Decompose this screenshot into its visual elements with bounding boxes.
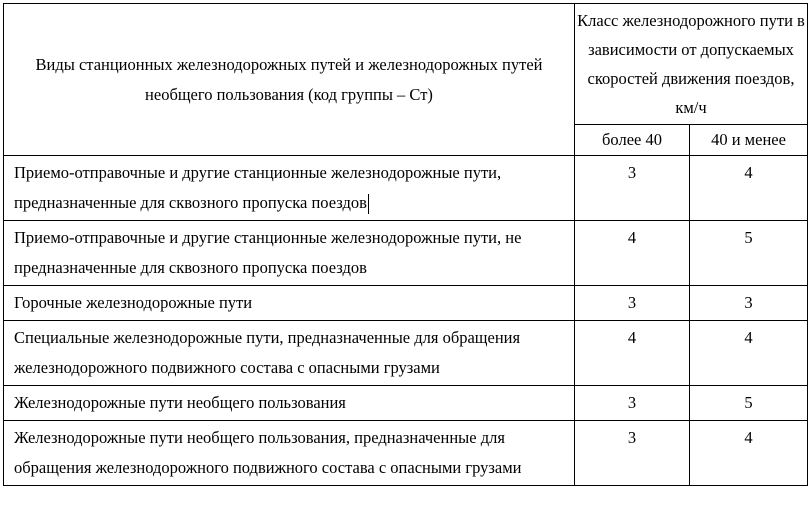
class-high-cell: 3 [575,386,690,421]
table-header-row [4,4,808,125]
table-row [4,386,808,421]
class-high-cell: 4 [575,321,690,386]
track-type-cell: Приемо-отправочные и другие станционные железнодорожные пути, не предназначенные для сквозного пропуска поездов [4,221,575,286]
class-low-cell: 5 [690,221,808,286]
class-high-cell: 3 [575,286,690,321]
class-low-cell: 4 [690,156,808,221]
class-low-cell: 4 [690,321,808,386]
track-type-text: Приемо-отправочные и другие станционные железнодорожные пути, предназначенные для сквозного пропуска поездов [14,163,502,212]
class-low-cell: 4 [690,421,808,486]
track-type-cell: Специальные железнодорожные пути, предназначенные для обращения железнодорожного подвижного состава с опасными грузами [4,321,575,386]
table-row [4,421,808,486]
class-high-cell: 3 [575,421,690,486]
table-row [4,321,808,386]
track-type-cell: Горочные железнодорожные пути [4,286,575,321]
track-type-header: Виды станционных железнодорожных путей и железнодорожных путей необщего пользования (код группы – Ст) [4,4,575,156]
speed-high-header: более 40 [575,125,690,156]
speed-low-header: 40 и менее [690,125,808,156]
table-row [4,221,808,286]
track-type-cell[interactable] [4,156,575,221]
track-class-table [3,3,808,486]
text-cursor [368,194,369,214]
track-type-cell: Железнодорожные пути необщего пользования [4,386,575,421]
track-type-cell: Железнодорожные пути необщего пользования, предназначенные для обращения железнодорожного подвижного состава с опасными грузами [4,421,575,486]
class-high-cell: 3 [575,156,690,221]
table-row [4,286,808,321]
track-class-header: Класс железнодорожного пути в зависимости от допускаемых скоростей движения поездов, км/ч [575,4,808,125]
class-low-cell: 3 [690,286,808,321]
table-row [4,156,808,221]
class-high-cell: 4 [575,221,690,286]
class-low-cell: 5 [690,386,808,421]
